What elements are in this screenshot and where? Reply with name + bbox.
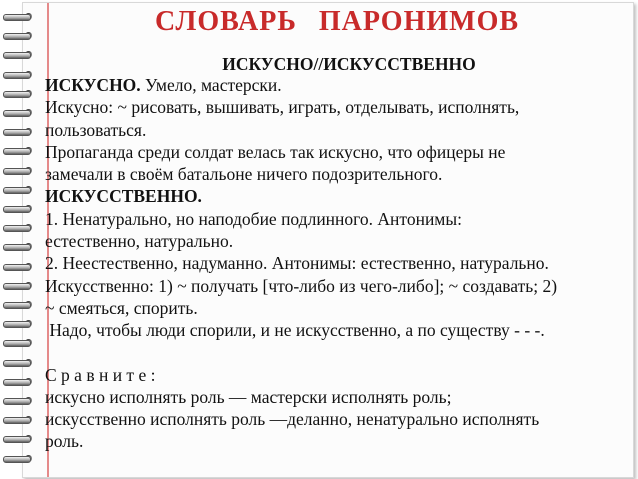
spiral-wire <box>3 148 31 155</box>
spiral-wire <box>3 187 31 194</box>
spiral-wire <box>3 206 31 213</box>
spiral-ring <box>3 377 33 386</box>
spiral-wire <box>3 283 31 290</box>
spiral-wire <box>3 129 31 136</box>
spiral-wire <box>3 321 31 328</box>
spiral-ring <box>3 281 33 290</box>
spiral-wire <box>3 340 31 347</box>
entry1-head-line <box>45 74 625 96</box>
entry2-headword: ИСКУССТВЕННО. <box>45 186 202 207</box>
spiral-wire <box>3 264 31 271</box>
compare-line: искусно исполнять роль — мастерски исполнять роль; <box>45 386 452 407</box>
spiral-wire <box>3 417 31 424</box>
spiral-wire <box>3 168 31 175</box>
spiral-ring <box>3 70 33 79</box>
entry1-example-line: замечали в своём батальоне ничего подозрительного. <box>45 164 443 185</box>
spiral-wire <box>3 72 31 79</box>
spiral-ring <box>3 146 33 155</box>
entry-subtitle: ИСКУСНО//ИСКУССТВЕННО <box>222 54 476 74</box>
spiral-ring <box>3 262 33 271</box>
spiral-wire <box>3 456 31 463</box>
spiral-wire <box>3 52 31 59</box>
spiral-wire <box>3 244 31 251</box>
spiral-ring <box>3 185 33 194</box>
compare-line: роль. <box>45 431 84 452</box>
spiral-ring <box>3 12 33 21</box>
spiral-ring <box>3 50 33 59</box>
spiral-ring <box>3 300 33 309</box>
compare-line: искусственно исполнять роль —деланно, ненатурально исполнять <box>45 409 540 430</box>
entry1-usage-line: пользоваться. <box>45 119 147 140</box>
spiral-ring <box>3 242 33 251</box>
spiral-ring <box>3 89 33 98</box>
spiral-ring <box>3 434 33 443</box>
spiral-ring <box>3 415 33 424</box>
entry2-meaning-line: естественно, натурально. <box>45 231 234 252</box>
spiral-ring <box>3 358 33 367</box>
spiral-ring <box>3 396 33 405</box>
entry2-meaning-line: 2. Неестественно, надуманно. Антонимы: естественно, натурально. <box>45 253 549 274</box>
spiral-ring <box>3 204 33 213</box>
entry1-usage-line: Искусно: ~ рисовать, вышивать, играть, отделывать, исполнять, <box>45 97 520 118</box>
spiral-ring <box>3 108 33 117</box>
spiral-ring <box>3 31 33 40</box>
spiral-ring <box>3 127 33 136</box>
page-content <box>45 4 625 453</box>
dictionary-text <box>45 74 625 453</box>
spiral-ring <box>3 454 33 463</box>
spiral-ring <box>3 319 33 328</box>
spiral-binding <box>0 0 40 479</box>
spiral-wire <box>3 225 31 232</box>
entry2-usage-line: Искусственно: 1) ~ получать [что-либо из чего-либо]; ~ создавать; 2) <box>45 275 558 296</box>
compare-label: С р а в н и т е : <box>45 364 156 385</box>
spiral-ring <box>3 338 33 347</box>
entry2-example-line: Надо, чтобы люди спорили, и не искусственно, а по существу - - -. <box>45 320 545 341</box>
entry1-definition: Умело, мастерски. <box>140 75 282 95</box>
spacer <box>45 342 625 364</box>
spiral-wire <box>3 436 31 443</box>
entry2-meaning-line: 1. Ненатурально, но наподобие подлинного. Антонимы: <box>45 208 463 229</box>
spiral-wire <box>3 110 31 117</box>
entry1-example-line: Пропаганда среди солдат велась так искусно, что офицеры не <box>45 141 506 162</box>
spiral-wire <box>3 379 31 386</box>
spiral-ring <box>3 166 33 175</box>
spiral-wire <box>3 302 31 309</box>
spiral-wire <box>3 33 31 40</box>
entry2-usage-line: ~ смеяться, спорить. <box>45 297 198 318</box>
spiral-wire <box>3 360 31 367</box>
spiral-ring <box>3 223 33 232</box>
spiral-wire <box>3 398 31 405</box>
spiral-wire <box>3 14 31 21</box>
spiral-wire <box>3 91 31 98</box>
page-title: СЛОВАРЬ ПАРОНИМОВ <box>154 6 520 37</box>
entry1-headword: ИСКУСНО. <box>45 75 141 95</box>
